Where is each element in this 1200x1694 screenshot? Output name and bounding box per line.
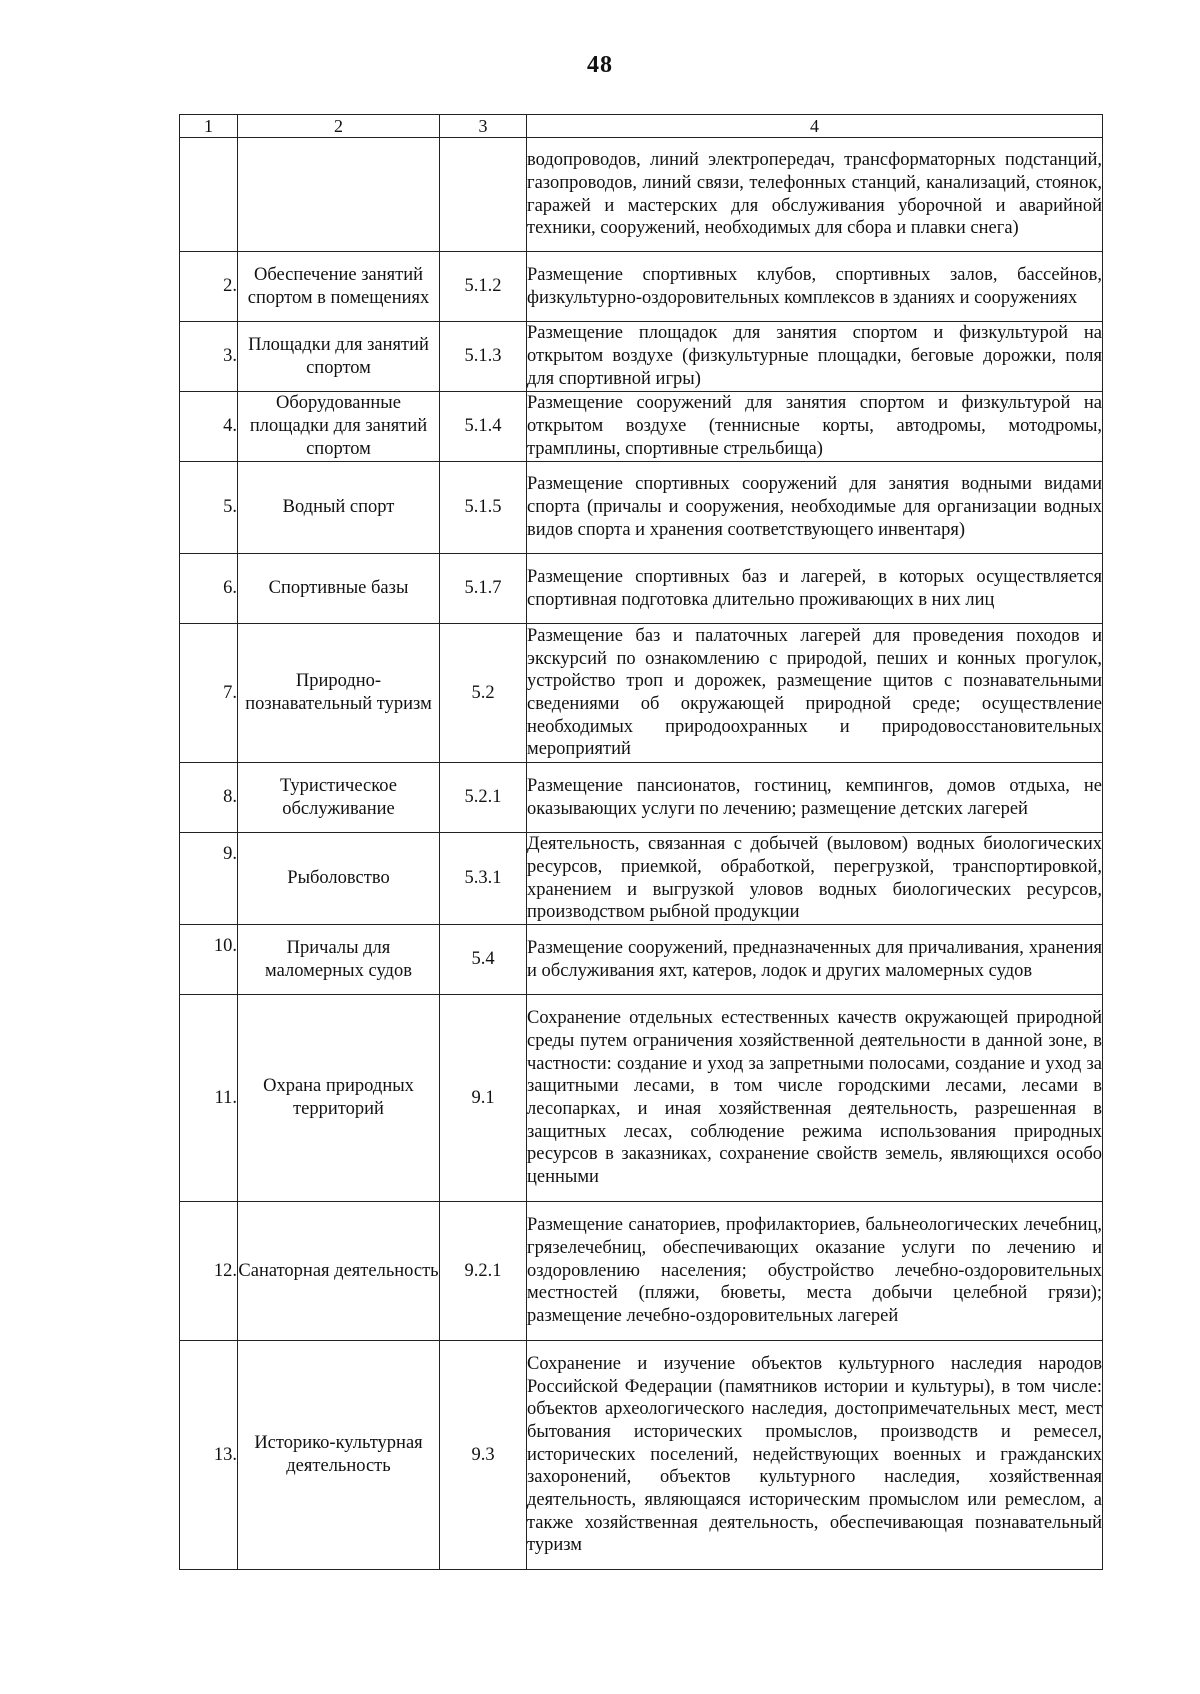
- row-code: [440, 138, 527, 252]
- row-name: Санаторная деятельность: [238, 1202, 440, 1341]
- row-number: 11.: [180, 995, 238, 1202]
- row-number: 8.: [180, 763, 238, 833]
- table-row: [180, 252, 1103, 322]
- row-description: Размещение спортивных клубов, спортивных залов, бассейнов, физкультурно-оздоровительных комплексов в зданиях и сооружениях: [527, 252, 1103, 322]
- row-code: 5.1.7: [440, 554, 527, 624]
- table-row: [180, 322, 1103, 392]
- row-name: Рыболовство: [238, 833, 440, 925]
- table-row: [180, 624, 1103, 763]
- table-row: [180, 763, 1103, 833]
- row-name: Спортивные базы: [238, 554, 440, 624]
- table-row: [180, 833, 1103, 925]
- row-code: 5.2: [440, 624, 527, 763]
- table-header-row: [180, 115, 1103, 138]
- row-description: Сохранение и изучение объектов культурного наследия народов Российской Федерации (памятников истории и культуры), в том числе: объектов археологического наследия, достопримечательных мест, мест бытования исторических промыслов, производств и ремесел, исторических поселений, недействующих военных и гражданских захоронений, объектов культурного наследия, хозяйственная деятельность, являющаяся историческим промыслом или ремеслом, а также хозяйственная деятельность, обеспечивающая познавательный туризм: [527, 1341, 1103, 1570]
- row-description: Размещение пансионатов, гостиниц, кемпингов, домов отдыха, не оказывающих услуги по лечению; размещение детских лагерей: [527, 763, 1103, 833]
- row-description: Размещение санаториев, профилакториев, бальнеологических лечебниц, грязелечебниц, обеспечивающих оказание услуги по лечению и оздоровлению населения; обустройство лечебно-оздоровительных местностей (пляжи, бюветы, места добычи целебной грязи); размещение лечебно-оздоровительных лагерей: [527, 1202, 1103, 1341]
- row-code: 5.1.4: [440, 392, 527, 462]
- row-number: 7.: [180, 624, 238, 763]
- row-description: Сохранение отдельных естественных качеств окружающей природной среды путем ограничения хозяйственной деятельности в данной зоне, в частности: создание и уход за запретными полосами, создание и уход за защитными лесами, в том числе городскими лесами, лесами в лесопарках, и иная хозяйственная деятельность, разрешенная в защитных лесах, соблюдение режима использования природных ресурсов в заказниках, сохранение свойств земель, являющихся особо ценными: [527, 995, 1103, 1202]
- row-number: 3.: [180, 322, 238, 392]
- row-name: Площадки для занятий спортом: [238, 322, 440, 392]
- row-description: Размещение спортивных сооружений для занятия водными видами спорта (причалы и сооружения, необходимые для организации водных видов спорта и хранения соответствующего инвентаря): [527, 462, 1103, 554]
- table-row: [180, 925, 1103, 995]
- row-code: 5.1.3: [440, 322, 527, 392]
- row-name: Водный спорт: [238, 462, 440, 554]
- row-code: 5.1.2: [440, 252, 527, 322]
- column-header-3: 3: [440, 115, 527, 138]
- row-number: [180, 138, 238, 252]
- column-header-1: 1: [180, 115, 238, 138]
- column-header-2: 2: [238, 115, 440, 138]
- table-row: [180, 462, 1103, 554]
- row-code: 5.3.1: [440, 833, 527, 925]
- row-number: 12.: [180, 1202, 238, 1341]
- row-description: Размещение спортивных баз и лагерей, в которых осуществляется спортивная подготовка длительно проживающих в них лиц: [527, 554, 1103, 624]
- row-number: 6.: [180, 554, 238, 624]
- row-number: 5.: [180, 462, 238, 554]
- row-name: Обеспечение занятий спортом в помещениях: [238, 252, 440, 322]
- row-code: 5.4: [440, 925, 527, 995]
- row-name: Природно-познавательный туризм: [238, 624, 440, 763]
- table-row: [180, 1341, 1103, 1570]
- row-name: Историко-культурная деятельность: [238, 1341, 440, 1570]
- page-number: 48: [587, 52, 613, 78]
- row-description: Размещение баз и палаточных лагерей для проведения походов и экскурсий по ознакомлению с природой, пеших и конных прогулок, устройство троп и дорожек, размещение щитов с познавательными сведениями об окружающей природной среде; осуществление необходимых природоохранных и природовосстановительных мероприятий: [527, 624, 1103, 763]
- column-header-4: 4: [527, 115, 1103, 138]
- table-row: [180, 392, 1103, 462]
- row-name: Причалы для маломерных судов: [238, 925, 440, 995]
- table-row: [180, 554, 1103, 624]
- row-number: 9.: [180, 833, 238, 925]
- row-description: водопроводов, линий электропередач, трансформаторных подстанций, газопроводов, линий связи, телефонных станций, канализаций, стоянок, гаражей и мастерских для обслуживания уборочной и аварийной техники, сооружений, необходимых для сбора и плавки снега): [527, 138, 1103, 252]
- row-name: Охрана природных территорий: [238, 995, 440, 1202]
- row-number: 13.: [180, 1341, 238, 1570]
- row-name: Туристическое обслуживание: [238, 763, 440, 833]
- row-number: 10.: [180, 925, 238, 995]
- table-row: [180, 138, 1103, 252]
- row-code: 9.1: [440, 995, 527, 1202]
- row-description: Размещение сооружений для занятия спортом и физкультурой на открытом воздухе (теннисные корты, автодромы, мотодромы, трамплины, спортивные стрельбища): [527, 392, 1103, 462]
- land-use-table: [179, 114, 1103, 1570]
- table-row: [180, 1202, 1103, 1341]
- row-description: Размещение сооружений, предназначенных для причаливания, хранения и обслуживания яхт, катеров, лодок и других маломерных судов: [527, 925, 1103, 995]
- row-name: Оборудованные площадки для занятий спортом: [238, 392, 440, 462]
- row-description: Размещение площадок для занятия спортом и физкультурой на открытом воздухе (физкультурные площадки, беговые дорожки, поля для спортивной игры): [527, 322, 1103, 392]
- row-name: [238, 138, 440, 252]
- row-code: 9.3: [440, 1341, 527, 1570]
- row-description: Деятельность, связанная с добычей (выловом) водных биологических ресурсов, приемкой, обработкой, перегрузкой, транспортировкой, хранением и выгрузкой уловов водных биологических ресурсов, производством рыбной продукции: [527, 833, 1103, 925]
- row-code: 5.1.5: [440, 462, 527, 554]
- row-code: 9.2.1: [440, 1202, 527, 1341]
- table-row: [180, 995, 1103, 1202]
- row-number: 4.: [180, 392, 238, 462]
- row-number: 2.: [180, 252, 238, 322]
- row-code: 5.2.1: [440, 763, 527, 833]
